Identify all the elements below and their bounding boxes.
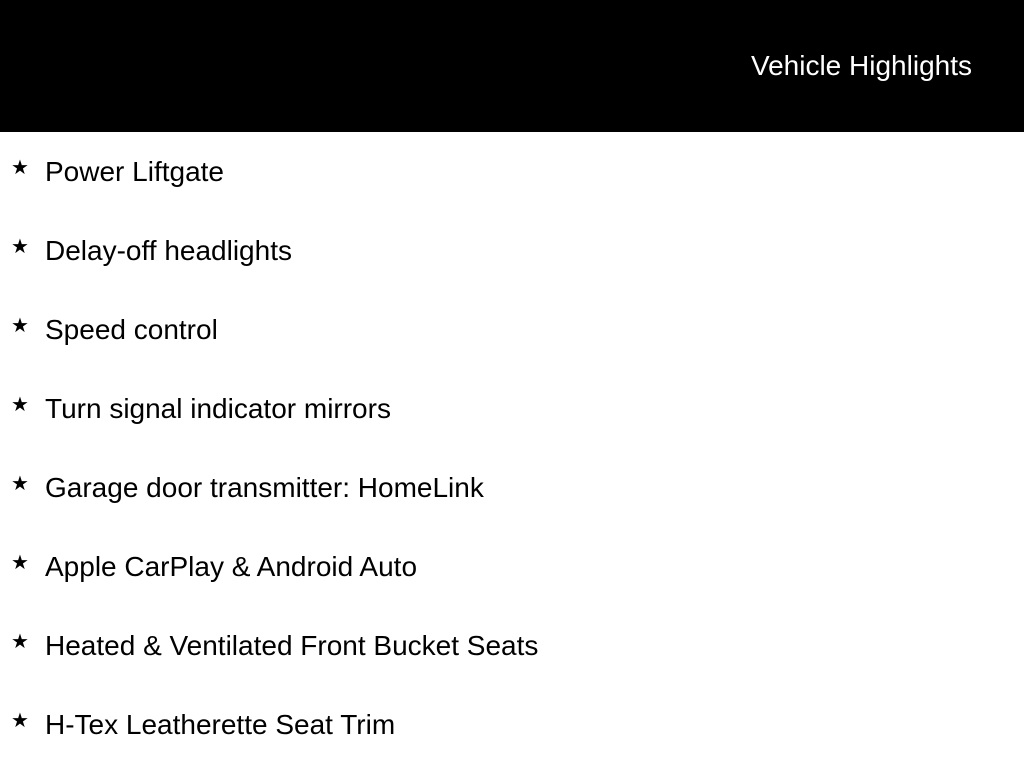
list-item xyxy=(0,703,1024,782)
star-icon: ★ xyxy=(11,157,29,179)
list-item xyxy=(0,466,1024,545)
star-icon: ★ xyxy=(11,710,29,732)
list-item xyxy=(0,308,1024,387)
star-icon: ★ xyxy=(11,552,29,574)
list-item xyxy=(0,387,1024,466)
list-item xyxy=(0,150,1024,229)
highlight-label: Garage door transmitter: HomeLink xyxy=(45,472,484,503)
highlight-label: Apple CarPlay & Android Auto xyxy=(45,551,418,582)
highlight-label: H-Tex Leatherette Seat Trim xyxy=(45,709,396,740)
highlight-label: Speed control xyxy=(45,314,218,345)
highlight-label: Delay-off headlights xyxy=(45,235,292,266)
list-item xyxy=(0,229,1024,308)
star-icon: ★ xyxy=(11,394,29,416)
star-icon: ★ xyxy=(11,236,29,258)
list-item xyxy=(0,545,1024,624)
highlight-label: Heated & Ventilated Front Bucket Seats xyxy=(45,630,539,661)
star-icon: ★ xyxy=(11,473,29,495)
list-item xyxy=(0,624,1024,703)
highlight-label: Power Liftgate xyxy=(45,156,224,187)
header-banner xyxy=(0,0,1024,132)
highlight-label: Turn signal indicator mirrors xyxy=(45,393,391,424)
star-icon: ★ xyxy=(11,631,29,653)
star-icon: ★ xyxy=(11,315,29,337)
page-title: Vehicle Highlights xyxy=(750,50,972,81)
highlights-list xyxy=(0,150,1024,782)
